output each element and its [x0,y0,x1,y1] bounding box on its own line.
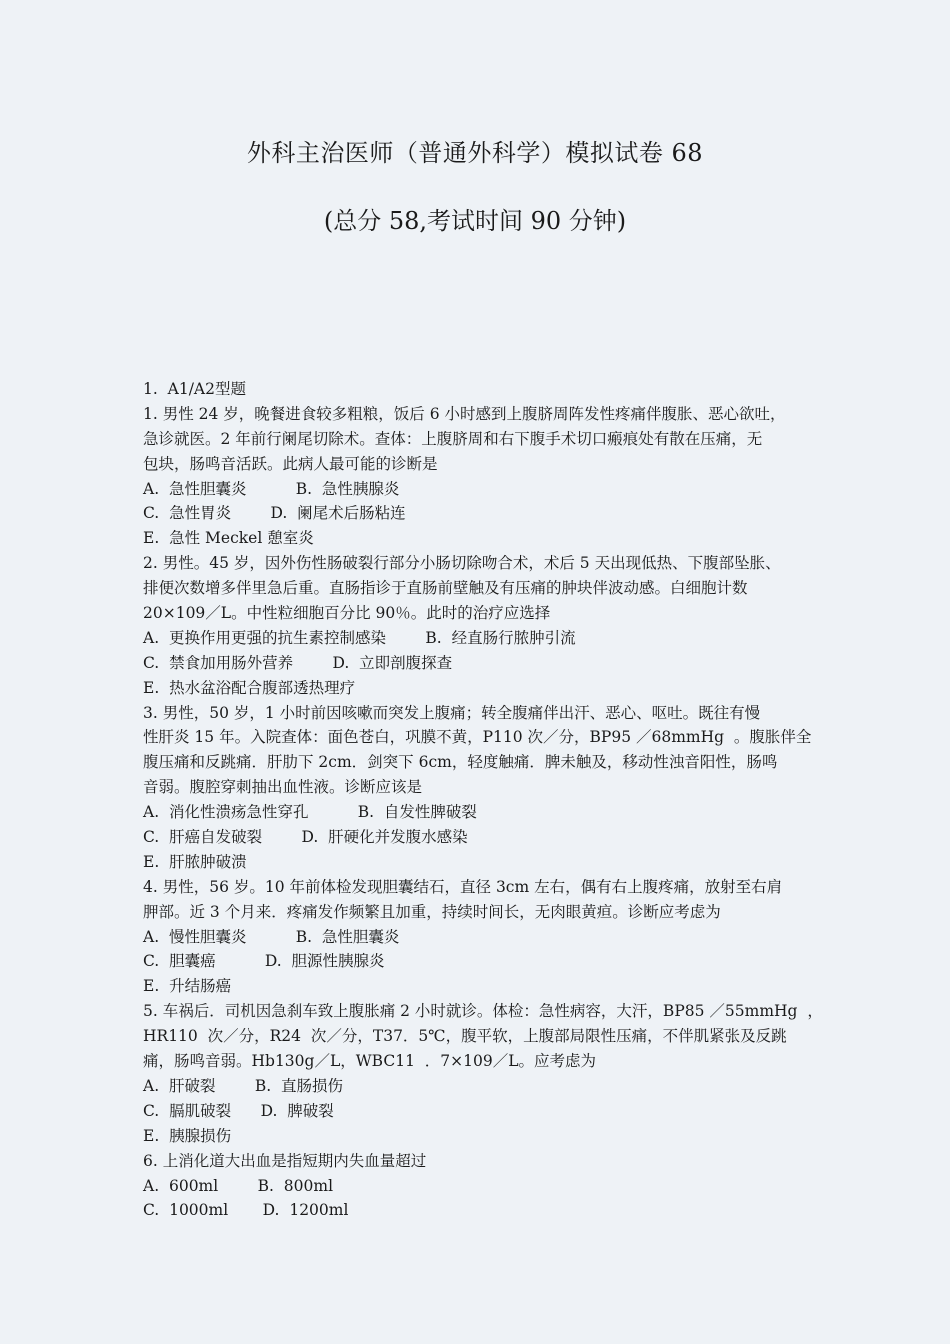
question-text: 急诊就医。2 年前行阑尾切除术。查体：上腹脐周和右下腹手术切口瘢痕处有散在压痛，无 [143,429,763,448]
answer-options: A. 更换作用更强的抗生素控制感染 B. 经直肠行脓肿引流 [143,628,576,647]
exam-info: (总分 58,考试时间 90 分钟) [323,207,627,235]
answer-options: A. 600ml B. 800ml [143,1176,334,1195]
question-text: 音弱。腹腔穿刺抽出血性液。诊断应该是 [143,778,423,797]
answer-options: E. 升结肠癌 [143,977,232,996]
question-text: HR110 次／分，R24 次／分，T37．5℃，腹平软，上腹部局限性压痛，不伴肌紧张及反跳 [143,1027,787,1046]
answer-options: E. 胰腺损伤 [143,1126,232,1145]
answer-options: C. 胆囊癌 D. 胆源性胰腺炎 [143,952,385,971]
answer-options: A. 肝破裂 B. 直肠损伤 [143,1076,344,1095]
answer-options: C. 禁食加用肠外营养 D. 立即剖腹探查 [143,653,453,672]
question-text: 3. 男性，50 岁，1 小时前因咳嗽而突发上腹痛；转全腹痛伴出汗、恶心、呕吐。既往有慢 [143,703,761,722]
answer-options: C. 膈肌破裂 D. 脾破裂 [143,1101,334,1120]
section-heading: 1. A1/A2型题 [143,380,246,398]
answer-options: C. 肝癌自发破裂 D. 肝硬化并发腹水感染 [143,828,468,847]
answer-options: E. 热水盆浴配合腹部透热理疗 [143,678,356,697]
question-text: 6. 上消化道大出血是指短期内失血量超过 [143,1151,427,1170]
question-text: 胛部。近 3 个月来．疼痛发作频繁且加重，持续时间长，无肉眼黄疸。诊断应考虑为 [143,902,721,921]
question-body [143,377,823,1223]
question-text: 腹压痛和反跳痛．肝肋下 2cm．剑突下 6cm，轻度触痛．脾未触及，移动性浊音阳性，肠鸣 [143,753,778,772]
answer-options: C. 1000ml D. 1200ml [143,1201,349,1220]
answer-options: E. 急性 Meckel 憩室炎 [143,529,314,548]
question-text: 性肝炎 15 年。入院查体：面色苍白，巩膜不黄，P110 次／分，BP95 ／68mmHg 。腹胀伴全 [143,728,812,747]
question-text: 包块，肠鸣音活跃。此病人最可能的诊断是 [143,454,438,473]
question-text: 4. 男性，56 岁。10 年前体检发现胆囊结石，直径 3cm 左右，偶有右上腹疼痛，放射至右肩 [143,877,783,896]
question-text: 2. 男性。45 岁，因外伤性肠破裂行部分小肠切除吻合术，术后 5 天出现低热、下腹部坠胀、 [143,554,781,573]
question-text: 20×109／L。中性粒细胞百分比 90％。此时的治疗应选择 [143,604,551,623]
answer-options: E. 肝脓肿破溃 [143,852,247,871]
answer-options: A. 消化性溃疡急性穿孔 B. 自发性脾破裂 [143,803,477,822]
answer-options: A. 急性胆囊炎 B. 急性胰腺炎 [143,479,400,498]
answer-options: C. 急性胃炎 D. 阑尾术后肠粘连 [143,504,406,523]
page-title: 外科主治医师（普通外科学）模拟试卷 68 [246,139,704,167]
answer-options: A. 慢性胆囊炎 B. 急性胆囊炎 [143,927,400,946]
question-text: 1. 男性 24 岁，晚餐进食较多粗粮，饭后 6 小时感到上腹脐周阵发性疼痛伴腹胀、恶心欲吐， [143,404,786,423]
question-text: 排便次数增多伴里急后重。直肠指诊于直肠前壁触及有压痛的肿块伴波动感。白细胞计数 [143,579,748,598]
question-text: 5. 车祸后．司机因急刹车致上腹胀痛 2 小时就诊。体检：急性病容，大汗，BP85 ／55mmHg ， [143,1002,823,1021]
question-text: 痛，肠鸣音弱。Hb130g／L，WBC11 ．7×109／L。应考虑为 [143,1052,597,1071]
